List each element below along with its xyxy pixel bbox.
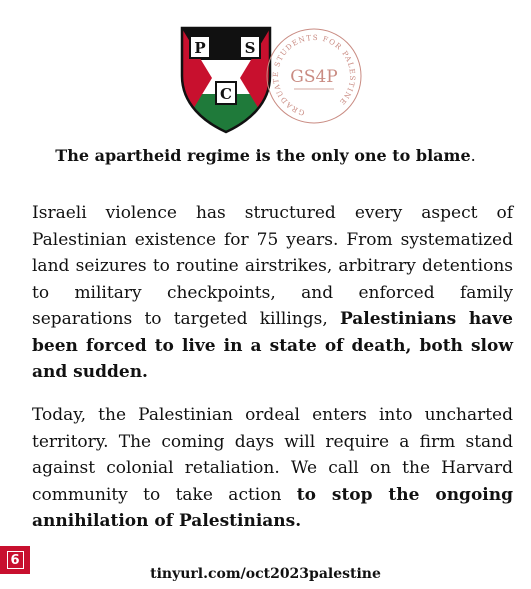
gs4p-wordmark: GS4P [290,67,338,87]
shield-letter-p: P [194,39,206,57]
headline [0,146,531,165]
paragraph-call-to-action [32,402,513,535]
shield-letter-s: S [244,39,256,57]
headline-text: The apartheid regime is the only one to blame [55,146,471,165]
gs4p-logo [262,24,366,128]
footer-link[interactable]: tinyurl.com/oct2023palestine [150,566,381,582]
headline-period: . [470,146,476,165]
paragraph-violence [32,200,513,386]
paragraph-violence-emphasis: Palestinians have been forced to live in a state of death, both slow and sudden. [32,309,514,382]
page-number: 6 [7,551,24,569]
paragraph-violence-text: Israeli violence has structured every aspect of Palestinian existence for 75 years. From systematized land seizures to routine airstrikes, arbitrary detentions to military checkpoints, and enforced family separations to targeted killings, [32,203,513,329]
psc-shield-logo [178,22,274,134]
gs4p-ring-text: GRADUATE STUDENTS FOR PALESTINE [270,32,358,118]
paragraph-call-to-action-emphasis: to stop the ongoing annihilation of Palestinians. [32,484,513,531]
paragraph-call-to-action-text: Today, the Palestinian ordeal enters into uncharted territory. The coming days will require a firm stand against colonial retaliation. We call on the Harvard community to take action [32,405,513,505]
shield-letter-c: C [220,85,232,103]
